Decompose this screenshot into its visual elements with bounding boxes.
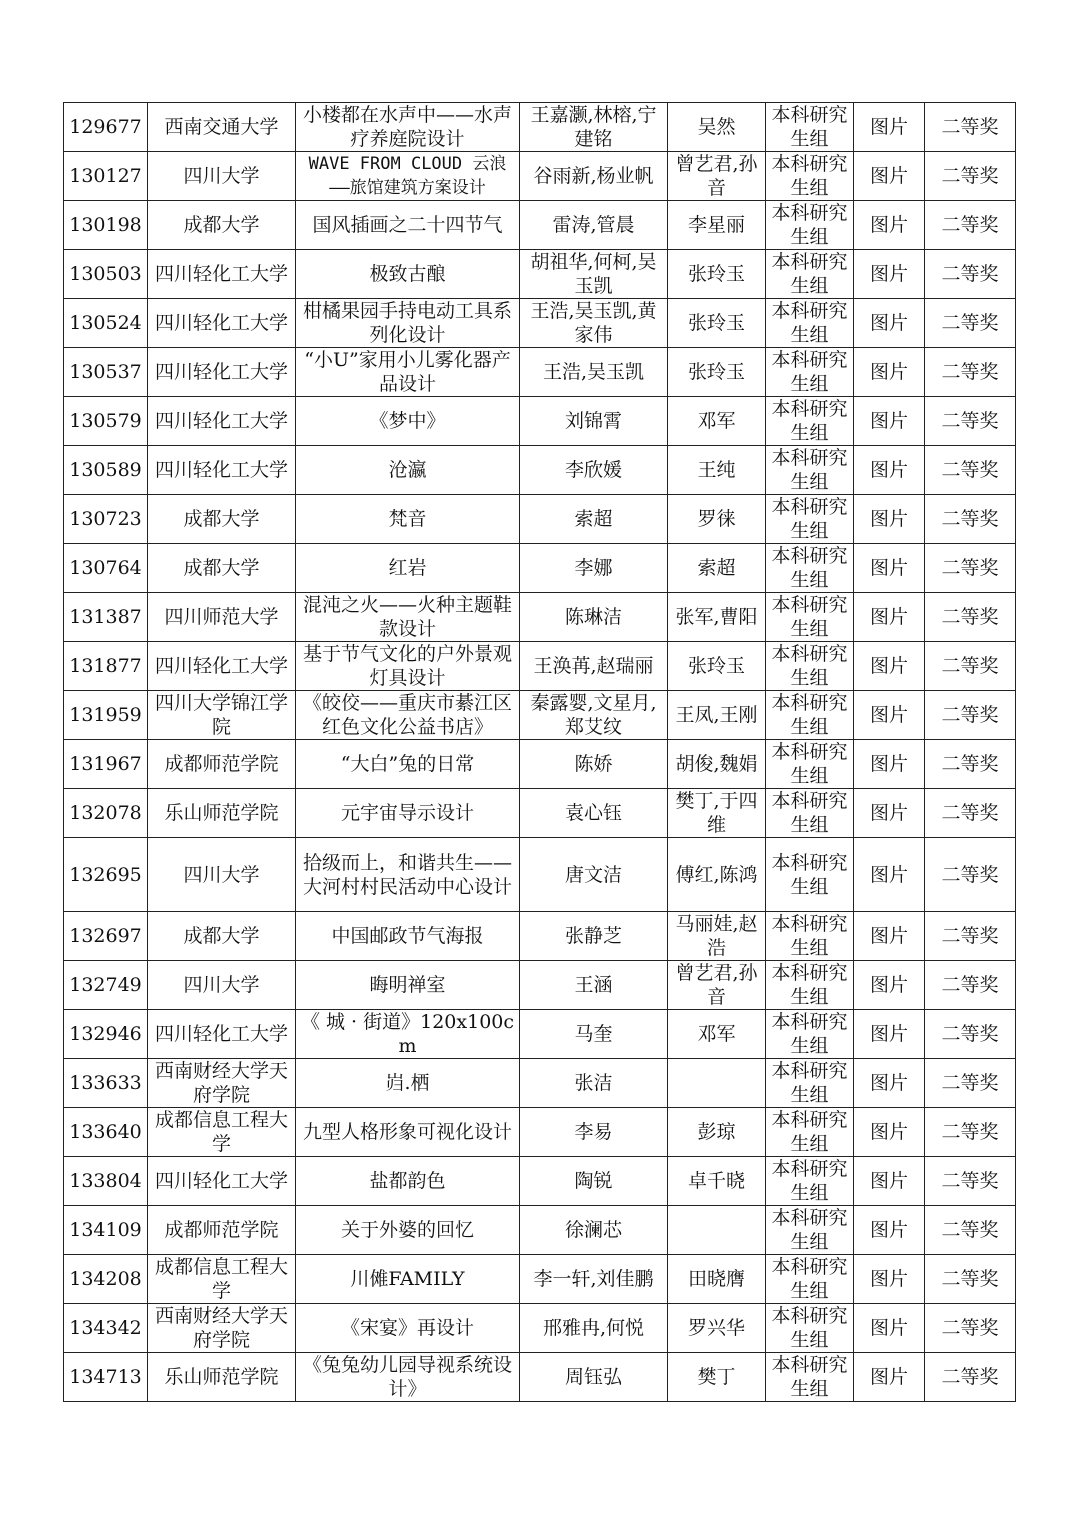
cell-school: 四川轻化工大学 — [148, 446, 296, 495]
cell-students: 马奎 — [520, 1010, 668, 1059]
cell-group: 本科研究生组 — [766, 1157, 854, 1206]
cell-id: 133804 — [64, 1157, 148, 1206]
cell-advisor: 彭琼 — [668, 1108, 766, 1157]
cell-group: 本科研究生组 — [766, 593, 854, 642]
cell-advisor: 胡俊,魏娟 — [668, 740, 766, 789]
cell-id: 134342 — [64, 1304, 148, 1353]
cell-group: 本科研究生组 — [766, 1353, 854, 1402]
table-row — [64, 544, 1016, 593]
cell-title: 关于外婆的回忆 — [296, 1206, 520, 1255]
cell-group: 本科研究生组 — [766, 250, 854, 299]
cell-title: 岿.栖 — [296, 1059, 520, 1108]
cell-award: 二等奖 — [925, 961, 1016, 1010]
cell-students: 陶锐 — [520, 1157, 668, 1206]
cell-award: 二等奖 — [925, 446, 1016, 495]
table-row — [64, 1010, 1016, 1059]
cell-school: 四川轻化工大学 — [148, 1010, 296, 1059]
cell-id: 134208 — [64, 1255, 148, 1304]
cell-title: 沧瀛 — [296, 446, 520, 495]
cell-type: 图片 — [854, 1304, 925, 1353]
cell-type: 图片 — [854, 1157, 925, 1206]
cell-type: 图片 — [854, 642, 925, 691]
cell-award: 二等奖 — [925, 397, 1016, 446]
cell-students: 陈娇 — [520, 740, 668, 789]
cell-group: 本科研究生组 — [766, 912, 854, 961]
cell-id: 130524 — [64, 299, 148, 348]
cell-group: 本科研究生组 — [766, 201, 854, 250]
cell-id: 134109 — [64, 1206, 148, 1255]
cell-students: 邢雅冉,何悦 — [520, 1304, 668, 1353]
cell-school: 四川大学锦江学院 — [148, 691, 296, 740]
table-row — [64, 1108, 1016, 1157]
cell-title: 《梦中》 — [296, 397, 520, 446]
cell-school: 四川轻化工大学 — [148, 397, 296, 446]
cell-award: 二等奖 — [925, 593, 1016, 642]
cell-advisor: 马丽娃,赵浩 — [668, 912, 766, 961]
cell-advisor: 曾艺君,孙音 — [668, 152, 766, 201]
cell-type: 图片 — [854, 152, 925, 201]
cell-title: 基于节气文化的户外景观灯具设计 — [296, 642, 520, 691]
cell-id: 133633 — [64, 1059, 148, 1108]
cell-type: 图片 — [854, 1010, 925, 1059]
cell-id: 131877 — [64, 642, 148, 691]
cell-title: 九型人格形象可视化设计 — [296, 1108, 520, 1157]
cell-title: 中国邮政节气海报 — [296, 912, 520, 961]
cell-title: 极致古酿 — [296, 250, 520, 299]
cell-award: 二等奖 — [925, 348, 1016, 397]
cell-type: 图片 — [854, 838, 925, 912]
cell-school: 四川轻化工大学 — [148, 348, 296, 397]
table-row — [64, 1304, 1016, 1353]
cell-school: 四川师范大学 — [148, 593, 296, 642]
cell-school: 四川大学 — [148, 838, 296, 912]
cell-id: 132946 — [64, 1010, 148, 1059]
cell-award: 二等奖 — [925, 250, 1016, 299]
cell-id: 130764 — [64, 544, 148, 593]
cell-title: 梵音 — [296, 495, 520, 544]
cell-students: 陈琳洁 — [520, 593, 668, 642]
cell-title: 国风插画之二十四节气 — [296, 201, 520, 250]
table-row — [64, 642, 1016, 691]
cell-group: 本科研究生组 — [766, 446, 854, 495]
cell-group: 本科研究生组 — [766, 495, 854, 544]
cell-students: 徐澜芯 — [520, 1206, 668, 1255]
cell-type: 图片 — [854, 446, 925, 495]
cell-school: 四川轻化工大学 — [148, 299, 296, 348]
cell-group: 本科研究生组 — [766, 103, 854, 152]
cell-advisor — [668, 1059, 766, 1108]
cell-advisor: 王凤,王刚 — [668, 691, 766, 740]
cell-advisor: 吴然 — [668, 103, 766, 152]
cell-advisor: 樊丁,于四维 — [668, 789, 766, 838]
cell-students: 王涵 — [520, 961, 668, 1010]
cell-id: 130127 — [64, 152, 148, 201]
cell-group: 本科研究生组 — [766, 397, 854, 446]
cell-award: 二等奖 — [925, 691, 1016, 740]
cell-advisor: 罗兴华 — [668, 1304, 766, 1353]
cell-type: 图片 — [854, 789, 925, 838]
cell-type: 图片 — [854, 201, 925, 250]
cell-id: 130537 — [64, 348, 148, 397]
cell-school: 四川轻化工大学 — [148, 642, 296, 691]
cell-type: 图片 — [854, 103, 925, 152]
cell-group: 本科研究生组 — [766, 961, 854, 1010]
table-row — [64, 691, 1016, 740]
cell-students: 王浩,吴玉凯,黄家伟 — [520, 299, 668, 348]
cell-advisor: 田晓膺 — [668, 1255, 766, 1304]
cell-type: 图片 — [854, 544, 925, 593]
cell-students: 秦露婴,文星月,郑艾纹 — [520, 691, 668, 740]
cell-school: 四川大学 — [148, 961, 296, 1010]
cell-advisor: 樊丁 — [668, 1353, 766, 1402]
cell-award: 二等奖 — [925, 1108, 1016, 1157]
cell-students: 李易 — [520, 1108, 668, 1157]
table-row — [64, 838, 1016, 912]
cell-advisor: 张玲玉 — [668, 299, 766, 348]
cell-advisor: 罗徕 — [668, 495, 766, 544]
cell-type: 图片 — [854, 1255, 925, 1304]
cell-group: 本科研究生组 — [766, 544, 854, 593]
table-row — [64, 1059, 1016, 1108]
cell-advisor — [668, 1206, 766, 1255]
cell-type: 图片 — [854, 912, 925, 961]
cell-school: 四川轻化工大学 — [148, 1157, 296, 1206]
table-row — [64, 201, 1016, 250]
cell-type: 图片 — [854, 495, 925, 544]
cell-school: 四川轻化工大学 — [148, 250, 296, 299]
cell-type: 图片 — [854, 691, 925, 740]
table-row — [64, 495, 1016, 544]
cell-id: 132749 — [64, 961, 148, 1010]
cell-students: 张静芝 — [520, 912, 668, 961]
cell-group: 本科研究生组 — [766, 838, 854, 912]
cell-award: 二等奖 — [925, 1059, 1016, 1108]
cell-school: 西南财经大学天府学院 — [148, 1304, 296, 1353]
cell-students: 王嘉灏,林榕,宁建铭 — [520, 103, 668, 152]
cell-id: 131967 — [64, 740, 148, 789]
cell-students: 周钰弘 — [520, 1353, 668, 1402]
cell-group: 本科研究生组 — [766, 642, 854, 691]
cell-students: 刘锦霄 — [520, 397, 668, 446]
table-row — [64, 912, 1016, 961]
table-row — [64, 103, 1016, 152]
cell-title: 川傩FAMILY — [296, 1255, 520, 1304]
cell-group: 本科研究生组 — [766, 1206, 854, 1255]
cell-group: 本科研究生组 — [766, 299, 854, 348]
table-row — [64, 299, 1016, 348]
cell-award: 二等奖 — [925, 1353, 1016, 1402]
cell-id: 132695 — [64, 838, 148, 912]
cell-id: 132697 — [64, 912, 148, 961]
cell-school: 四川大学 — [148, 152, 296, 201]
cell-award: 二等奖 — [925, 152, 1016, 201]
cell-group: 本科研究生组 — [766, 740, 854, 789]
cell-type: 图片 — [854, 348, 925, 397]
cell-title: WAVE FROM CLOUD 云浪——旅馆建筑方案设计 — [296, 152, 520, 201]
cell-group: 本科研究生组 — [766, 152, 854, 201]
awards-table — [63, 102, 1016, 1402]
cell-id: 129677 — [64, 103, 148, 152]
cell-students: 胡祖华,何柯,吴玉凯 — [520, 250, 668, 299]
cell-type: 图片 — [854, 1353, 925, 1402]
cell-award: 二等奖 — [925, 103, 1016, 152]
cell-award: 二等奖 — [925, 1010, 1016, 1059]
cell-title: 《皎佼——重庆市綦江区红色文化公益书店》 — [296, 691, 520, 740]
cell-title: 元宇宙导示设计 — [296, 789, 520, 838]
cell-type: 图片 — [854, 961, 925, 1010]
cell-advisor: 邓军 — [668, 397, 766, 446]
cell-title: “小U”家用小儿雾化器产品设计 — [296, 348, 520, 397]
cell-advisor: 卓千晓 — [668, 1157, 766, 1206]
table-row — [64, 740, 1016, 789]
cell-award: 二等奖 — [925, 838, 1016, 912]
cell-students: 索超 — [520, 495, 668, 544]
cell-school: 西南财经大学天府学院 — [148, 1059, 296, 1108]
cell-group: 本科研究生组 — [766, 1255, 854, 1304]
cell-title: 混沌之火——火种主题鞋款设计 — [296, 593, 520, 642]
cell-advisor: 索超 — [668, 544, 766, 593]
cell-school: 成都大学 — [148, 544, 296, 593]
cell-students: 袁心钰 — [520, 789, 668, 838]
table-row — [64, 152, 1016, 201]
cell-advisor: 张军,曹阳 — [668, 593, 766, 642]
cell-type: 图片 — [854, 1059, 925, 1108]
cell-title: 红岩 — [296, 544, 520, 593]
cell-school: 成都大学 — [148, 912, 296, 961]
cell-group: 本科研究生组 — [766, 348, 854, 397]
cell-advisor: 邓军 — [668, 1010, 766, 1059]
cell-students: 谷雨新,杨业帆 — [520, 152, 668, 201]
cell-title: 晦明禅室 — [296, 961, 520, 1010]
cell-award: 二等奖 — [925, 642, 1016, 691]
cell-school: 成都师范学院 — [148, 1206, 296, 1255]
cell-students: 王涣苒,赵瑞丽 — [520, 642, 668, 691]
cell-group: 本科研究生组 — [766, 789, 854, 838]
cell-students: 雷涛,管晨 — [520, 201, 668, 250]
cell-students: 王浩,吴玉凯 — [520, 348, 668, 397]
cell-award: 二等奖 — [925, 495, 1016, 544]
cell-id: 130503 — [64, 250, 148, 299]
cell-advisor: 张玲玉 — [668, 348, 766, 397]
cell-title: 小楼都在水声中——水声疗养庭院设计 — [296, 103, 520, 152]
cell-title: 《兔兔幼儿园导视系统设计》 — [296, 1353, 520, 1402]
cell-title: 《宋宴》再设计 — [296, 1304, 520, 1353]
table-row — [64, 397, 1016, 446]
cell-group: 本科研究生组 — [766, 1108, 854, 1157]
table-row — [64, 789, 1016, 838]
cell-award: 二等奖 — [925, 299, 1016, 348]
cell-award: 二等奖 — [925, 740, 1016, 789]
cell-type: 图片 — [854, 397, 925, 446]
cell-students: 李欣媛 — [520, 446, 668, 495]
cell-id: 130589 — [64, 446, 148, 495]
cell-type: 图片 — [854, 593, 925, 642]
cell-group: 本科研究生组 — [766, 691, 854, 740]
cell-type: 图片 — [854, 1108, 925, 1157]
cell-award: 二等奖 — [925, 544, 1016, 593]
cell-award: 二等奖 — [925, 1255, 1016, 1304]
cell-award: 二等奖 — [925, 1157, 1016, 1206]
cell-school: 成都大学 — [148, 495, 296, 544]
cell-students: 唐文洁 — [520, 838, 668, 912]
table-row — [64, 446, 1016, 495]
cell-title: 拾级而上，和谐共生——大河村村民活动中心设计 — [296, 838, 520, 912]
cell-type: 图片 — [854, 1206, 925, 1255]
cell-students: 李娜 — [520, 544, 668, 593]
cell-id: 131959 — [64, 691, 148, 740]
cell-students: 李一轩,刘佳鹏 — [520, 1255, 668, 1304]
cell-title: 盐都韵色 — [296, 1157, 520, 1206]
cell-group: 本科研究生组 — [766, 1304, 854, 1353]
cell-advisor: 曾艺君,孙音 — [668, 961, 766, 1010]
cell-id: 130198 — [64, 201, 148, 250]
cell-advisor: 王纯 — [668, 446, 766, 495]
cell-group: 本科研究生组 — [766, 1059, 854, 1108]
cell-type: 图片 — [854, 299, 925, 348]
table-row — [64, 1255, 1016, 1304]
cell-school: 成都师范学院 — [148, 740, 296, 789]
cell-group: 本科研究生组 — [766, 1010, 854, 1059]
cell-students: 张洁 — [520, 1059, 668, 1108]
cell-advisor: 张玲玉 — [668, 250, 766, 299]
cell-id: 133640 — [64, 1108, 148, 1157]
table-row — [64, 348, 1016, 397]
cell-advisor: 傅红,陈鸿 — [668, 838, 766, 912]
cell-type: 图片 — [854, 740, 925, 789]
cell-school: 成都信息工程大学 — [148, 1108, 296, 1157]
cell-award: 二等奖 — [925, 201, 1016, 250]
cell-school: 乐山师范学院 — [148, 1353, 296, 1402]
cell-type: 图片 — [854, 250, 925, 299]
table-row — [64, 1157, 1016, 1206]
cell-title: “大白”兔的日常 — [296, 740, 520, 789]
cell-title: 柑橘果园手持电动工具系列化设计 — [296, 299, 520, 348]
cell-award: 二等奖 — [925, 912, 1016, 961]
cell-id: 130723 — [64, 495, 148, 544]
cell-advisor: 张玲玉 — [668, 642, 766, 691]
cell-id: 134713 — [64, 1353, 148, 1402]
table-row — [64, 593, 1016, 642]
cell-school: 乐山师范学院 — [148, 789, 296, 838]
table-row — [64, 961, 1016, 1010]
cell-award: 二等奖 — [925, 1304, 1016, 1353]
cell-award: 二等奖 — [925, 789, 1016, 838]
cell-school: 西南交通大学 — [148, 103, 296, 152]
cell-school: 成都大学 — [148, 201, 296, 250]
cell-id: 132078 — [64, 789, 148, 838]
cell-school: 成都信息工程大学 — [148, 1255, 296, 1304]
cell-title: 《 城 · 街道》120x100cm — [296, 1010, 520, 1059]
cell-award: 二等奖 — [925, 1206, 1016, 1255]
table-row — [64, 1206, 1016, 1255]
cell-id: 131387 — [64, 593, 148, 642]
cell-advisor: 李星丽 — [668, 201, 766, 250]
table-row — [64, 250, 1016, 299]
cell-id: 130579 — [64, 397, 148, 446]
table-row — [64, 1353, 1016, 1402]
